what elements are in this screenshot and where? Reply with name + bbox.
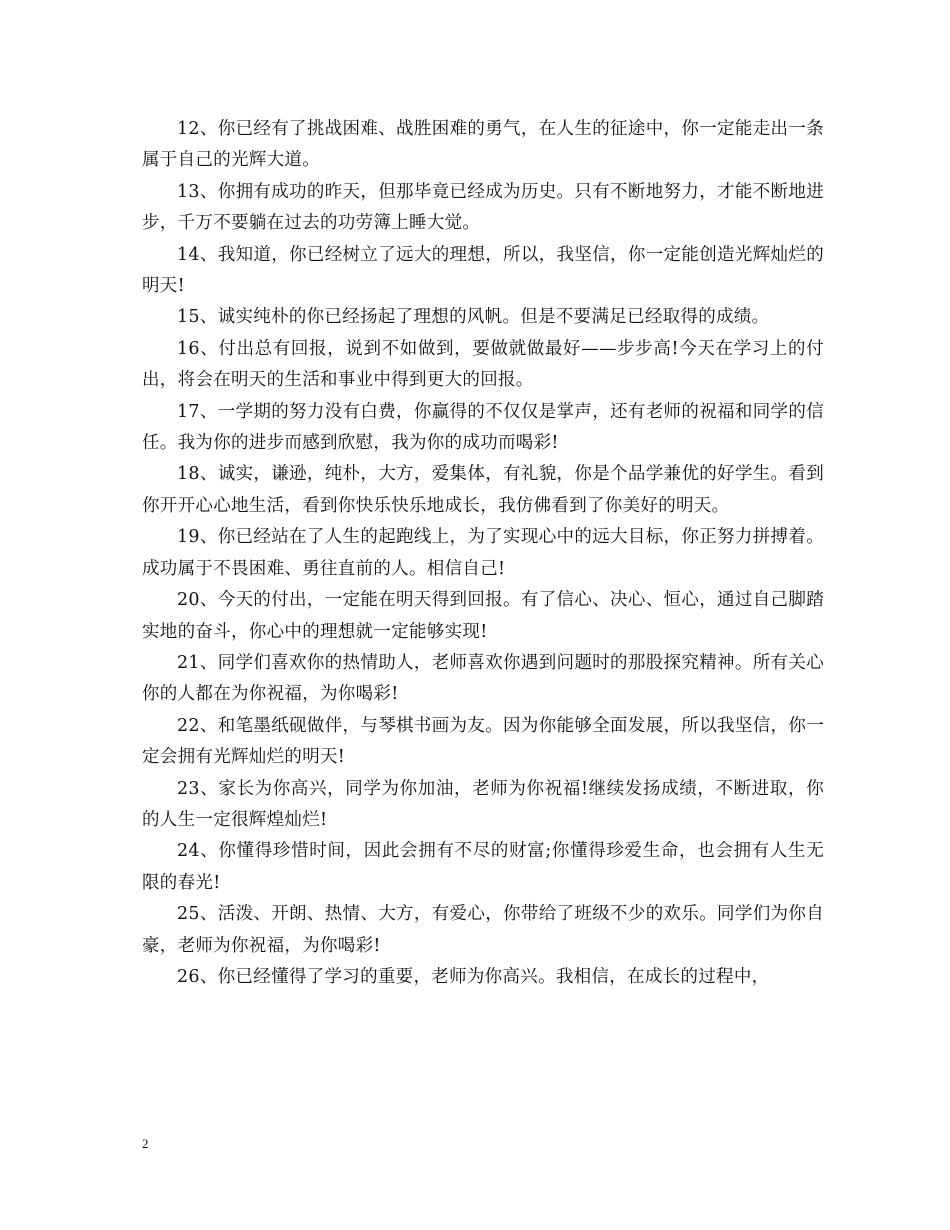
paragraph-15: 15、诚实纯朴的你已经扬起了理想的风帆。但是不要满足已经取得的成绩。	[177, 307, 770, 328]
paragraph-26: 26、你已经懂得了学习的重要，老师为你高兴。我相信，在成长的过程中，	[177, 966, 770, 987]
document-body	[142, 114, 824, 993]
paragraph-24: 24、你懂得珍惜时间，因此会拥有不尽的财富;你懂得珍爱生命，也会拥有人生无限的春光!	[142, 841, 824, 893]
paragraph-22: 22、和笔墨纸砚做伴，与琴棋书画为友。因为你能够全面发展，所以我坚信，你一定会拥有光辉灿烂的明天!	[142, 715, 824, 768]
paragraph-16: 16、付出总有回报，说到不如做到，要做就做最好——步步高!今天在学习上的付出，将会在明天的生活和事业中得到更大的回报。	[142, 338, 824, 391]
paragraph-18: 18、诚实，谦逊，纯朴，大方，爱集体，有礼貌，你是个品学兼优的好学生。看到你开开心心地生活，看到你快乐快乐地成长，我仿佛看到了你美好的明天。	[142, 464, 824, 516]
paragraph-20: 20、今天的付出，一定能在明天得到回报。有了信心、决心、恒心，通过自己脚踏实地的奋斗，你心中的理想就一定能够实现!	[142, 590, 824, 642]
paragraph-21: 21、同学们喜欢你的热情助人，老师喜欢你遇到问题时的那股探究精神。所有关心你的人都在为你祝福，为你喝彩!	[142, 652, 824, 705]
paragraph-13: 13、你拥有成功的昨天，但那毕竟已经成为历史。只有不断地努力，才能不断地进步，千万不要躺在过去的功劳簿上睡大觉。	[142, 181, 824, 234]
paragraph-23: 23、家长为你高兴，同学为你加油，老师为你祝福!继续发扬成绩，不断进取，你的人生一定很辉煌灿烂!	[142, 778, 824, 830]
page-number: 2	[142, 1136, 149, 1151]
paragraph-12: 12、你已经有了挑战困难、战胜困难的勇气，在人生的征途中，你一定能走出一条属于自己的光辉大道。	[142, 119, 824, 171]
paragraph-25: 25、活泼、开朗、热情、大方，有爱心，你带给了班级不少的欢乐。同学们为你自豪，老师为你祝福，为你喝彩!	[142, 904, 824, 956]
paragraph-17: 17、一学期的努力没有白费，你赢得的不仅仅是掌声，还有老师的祝福和同学的信任。我为你的进步而感到欣慰，我为你的成功而喝彩!	[142, 401, 824, 454]
paragraph-19: 19、你已经站在了人生的起跑线上，为了实现心中的远大目标，你正努力拼搏着。成功属于不畏困难、勇往直前的人。相信自己!	[142, 527, 824, 579]
paragraph-14: 14、我知道，你已经树立了远大的理想，所以，我坚信，你一定能创造光辉灿烂的明天!	[142, 244, 824, 297]
